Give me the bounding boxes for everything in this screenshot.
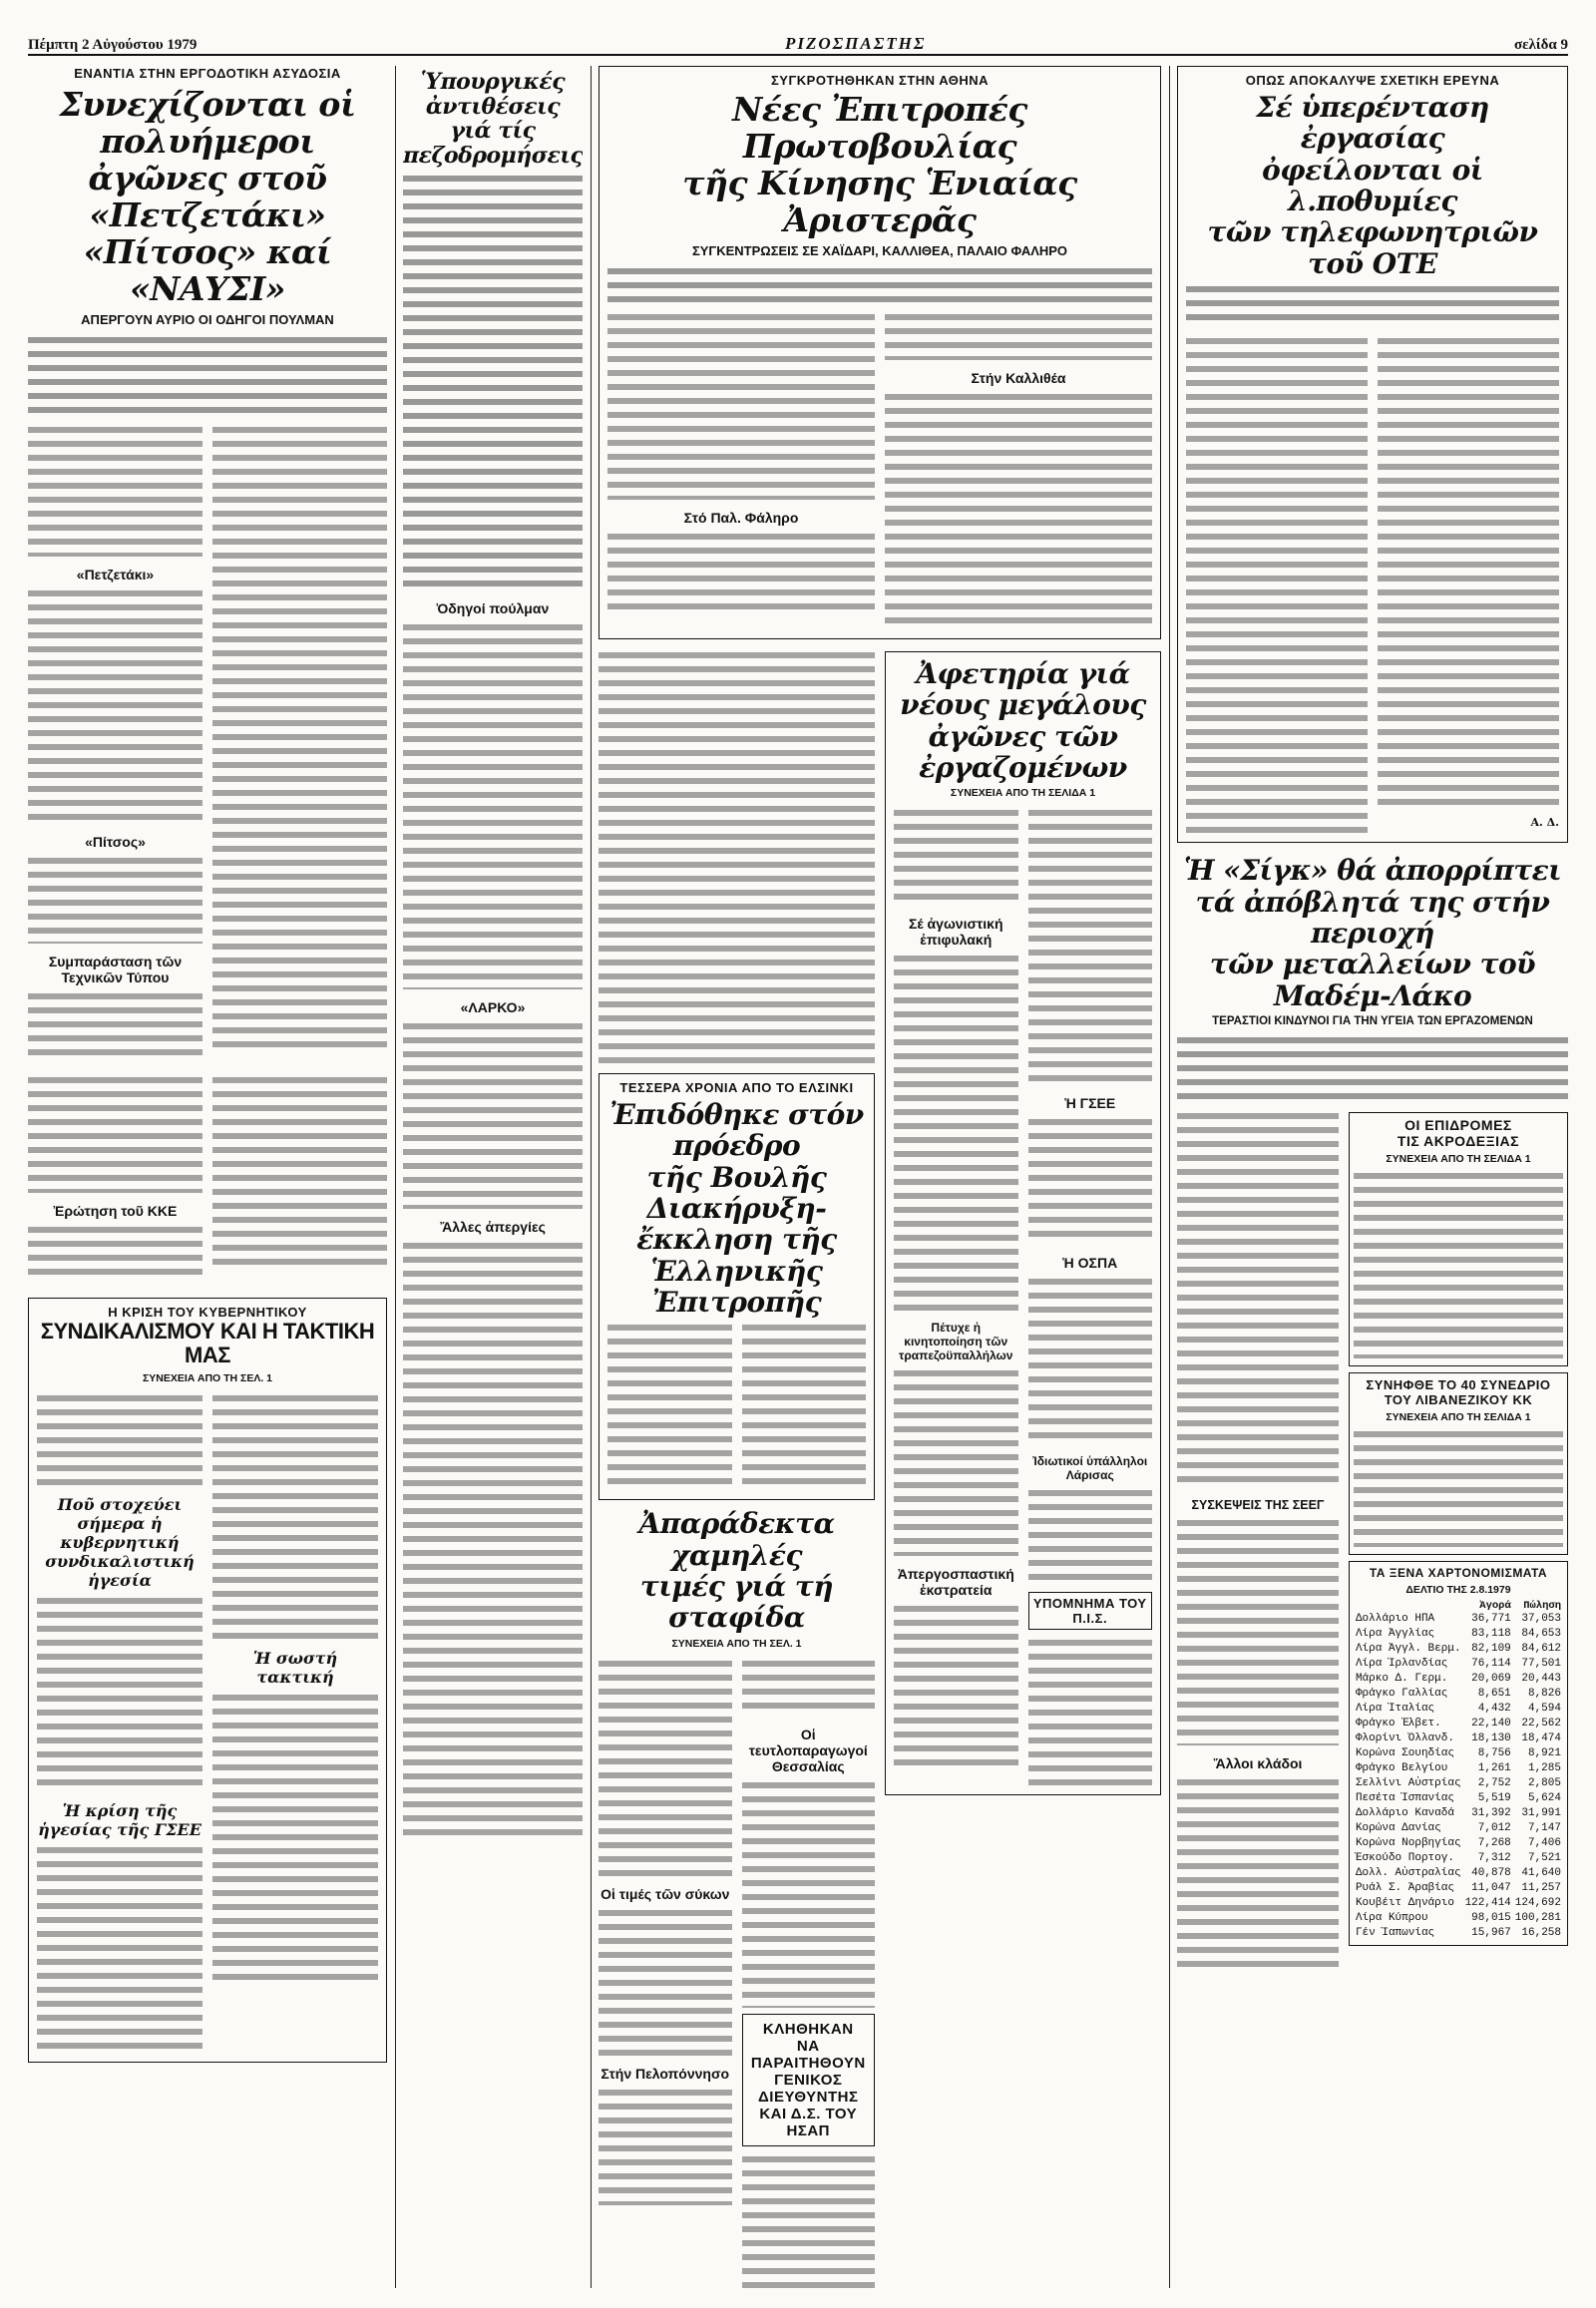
- body-text: [1028, 1115, 1153, 1245]
- column-divider: [591, 66, 592, 2288]
- sell-rate: 1,285: [1527, 1761, 1561, 1774]
- body-text: [607, 530, 875, 609]
- buy-rate: 76,114: [1471, 1657, 1511, 1670]
- sell-rate: 7,521: [1527, 1851, 1561, 1864]
- article-subhead: ΣΥΓΚΕΝΤΡΩΣΕΙΣ ΣΕ ΧΑΪΔΑΡΙ, ΚΑΛΛΙΘΕΑ, ΠΑΛΑΙΟ ΦΑΛΗΡΟ: [691, 242, 1068, 258]
- body-text: [742, 1657, 876, 1717]
- buy-rate: 18,130: [1471, 1731, 1511, 1744]
- body-text: [28, 333, 387, 417]
- buy-rate: 40,878: [1471, 1866, 1511, 1879]
- two-column-body: [1177, 1106, 1568, 1978]
- currency-name: Φράγκο Ἑλβετ.: [1355, 1717, 1441, 1730]
- article-headline: ΥΠΟΜΝΗΜΑ ΤΟΥ Π.Ι.Σ.: [1032, 1596, 1147, 1627]
- column-divider: [1169, 66, 1170, 2288]
- body-text: [28, 586, 202, 824]
- currency-name: Φράγκο Γαλλίας: [1355, 1687, 1448, 1700]
- section-heading: Ἀπεργοσπαστική ἐκστρατεία: [897, 1566, 1014, 1599]
- buy-rate: 8,756: [1477, 1746, 1511, 1759]
- sell-rate: 77,501: [1521, 1657, 1561, 1670]
- headline-line: ΤΟΥ ΛΙΒΑΝΕΖΙΚΟΥ ΚΚ: [1384, 1391, 1533, 1407]
- sell-rate: 4,594: [1527, 1702, 1561, 1715]
- body-text: [1177, 1775, 1339, 1975]
- currency-name: Ρυάλ Σ. Ἀραβίας: [1355, 1881, 1454, 1894]
- headline-line: ΚΛΗΘΗΚΑΝ: [762, 2020, 854, 2038]
- issue-date: Πέμπτη 2 Αὐγούστου 1979: [28, 37, 198, 53]
- buy-rate: 22,140: [1471, 1717, 1511, 1730]
- section-heading: Στήν Πελοπόννησο: [600, 2065, 730, 2082]
- article-pezodromiseis: [403, 66, 583, 2288]
- table-row: [1354, 1896, 1563, 1911]
- currency-name: Λίρα Ἰρλανδίας: [1355, 1657, 1448, 1670]
- headline-line: τῶν τηλεφωνητριῶν τοῦ ΟΤΕ: [1207, 215, 1538, 280]
- header-buy: Ἀγορά: [1479, 1599, 1511, 1612]
- section-heading: Στό Παλ. Φάληρο: [683, 509, 799, 526]
- section-heading: «ΛΑΡΚΟ»: [460, 998, 526, 1015]
- body-text: [894, 952, 1018, 1311]
- article-hsap: [742, 2014, 876, 2146]
- exchange-table: [1354, 1600, 1563, 1941]
- currency-name: Φράγκο Βελγίου: [1355, 1761, 1448, 1774]
- buy-rate: 4,432: [1477, 1702, 1511, 1715]
- table-row: [1354, 1761, 1563, 1776]
- body-text: [212, 423, 387, 1051]
- sell-rate: 18,474: [1521, 1731, 1561, 1744]
- exchange-rows: [1354, 1612, 1563, 1941]
- section-heading: ΣΥΣΚΕΨΕΙΣ ΤΗΣ ΣΕΕΓ: [1191, 1497, 1325, 1512]
- table-row: [1354, 1627, 1563, 1642]
- exchange-date: ΔΕΛΤΙΟ ΤΗΣ 2.8.1979: [1405, 1583, 1511, 1596]
- table-row: [1354, 1911, 1563, 1926]
- sell-rate: 100,281: [1514, 1911, 1561, 1924]
- buy-rate: 7,268: [1477, 1836, 1511, 1849]
- article-signature: Α. Δ.: [1530, 816, 1559, 830]
- two-column-body: [28, 1070, 387, 1286]
- headline-line: ὀφείλονται οἱ λ.ποθυμίες: [1262, 153, 1483, 218]
- section-heading: Ἡ κρίση τῆς ἡγεσίας τῆς ΓΣΕΕ: [38, 1800, 201, 1839]
- sell-rate: 20,443: [1521, 1672, 1561, 1685]
- buy-rate: 15,967: [1471, 1926, 1511, 1939]
- headline-line: Ἡ «Σίγκ» θά ἀπορρίπτει: [1183, 854, 1562, 888]
- table-row: [1354, 1806, 1563, 1821]
- headline-line: ΝΑ ΠΑΡΑΙΤΗΘΟΥΝ: [750, 2037, 866, 2072]
- article-lebanon: [1349, 1372, 1568, 1555]
- table-row: [1354, 1702, 1563, 1717]
- table-header: [1354, 1600, 1563, 1612]
- section-heading: Ποῦ στοχεύει σήμερα ἡ κυβερνητική συνδικαλιστική ἡγεσία: [45, 1494, 195, 1590]
- column-divider: [395, 66, 396, 2288]
- buy-rate: 36,771: [1471, 1612, 1511, 1625]
- continued-from: ΣΥΝΕΧΕΙΑ ΑΠΟ ΤΗ ΣΕΛΙΔΑ 1: [1386, 1410, 1531, 1423]
- body-text: [37, 1391, 202, 1487]
- headline-line: Ἀπαράδεκτα χαμηλές: [638, 1507, 835, 1572]
- buy-rate: 7,012: [1477, 1821, 1511, 1834]
- body-text: [598, 648, 875, 1067]
- section-heading: Ὁδηγοί πούλμαν: [436, 599, 550, 616]
- article-afetiria: [885, 651, 1161, 1795]
- continued-from: ΣΥΝΕΧΕΙΑ ΑΠΟ ΤΗ ΣΕΛ. 1: [671, 1637, 802, 1650]
- table-row: [1354, 1657, 1563, 1672]
- exchange-rates: [1349, 1561, 1568, 1946]
- headline-line: τῶν μεταλλείων τοῦ Μαδέμ-Λάκο: [1209, 948, 1536, 1012]
- two-column-body: [607, 1318, 866, 1493]
- buy-rate: 98,015: [1471, 1911, 1511, 1924]
- two-column-body: [894, 803, 1152, 1788]
- table-row: [1354, 1926, 1563, 1941]
- section-heading: Ἰδιωτικοί ὑπάλληλοι Λάρισας: [1032, 1454, 1148, 1483]
- currency-name: Λίρα Ἰταλίας: [1355, 1702, 1435, 1715]
- table-row: [1354, 1612, 1563, 1627]
- section-heading: Ἡ ΓΣΕΕ: [1064, 1095, 1116, 1112]
- article-pis: [1028, 1592, 1153, 1630]
- body-text: [1028, 1636, 1153, 1785]
- headline-line: Σέ ὑπερένταση ἐργασίας: [1256, 91, 1489, 156]
- table-row: [1354, 1791, 1563, 1806]
- currency-name: Σελλίνι Αὐστρίας: [1355, 1776, 1461, 1789]
- buy-rate: 8,651: [1477, 1687, 1511, 1700]
- headline-line: ΓΕΝΙΚΟΣ ΔΙΕΥΘΥΝΤΗΣ: [758, 2071, 859, 2106]
- buy-rate: 1,261: [1477, 1761, 1511, 1774]
- article-akrodexia: [1349, 1112, 1568, 1366]
- headline-line: τῆς Βουλῆς Διακήρυξη-: [646, 1160, 827, 1225]
- two-column-body: [28, 420, 387, 1064]
- article-kicker: Η ΚΡΙΣΗ ΤΟΥ ΚΥΒΕΡΝΗΤΙΚΟΥ: [108, 1304, 307, 1320]
- sell-rate: 41,640: [1521, 1866, 1561, 1879]
- body-text: [212, 1691, 378, 1980]
- table-row: [1354, 1776, 1563, 1791]
- continued-from: ΣΥΝΕΧΕΙΑ ΑΠΟ ΤΗ ΣΕΛ. 1: [142, 1371, 273, 1384]
- headline-line: Νέες Ἐπιτροπές Πρωτοβουλίας: [732, 90, 1027, 166]
- page-number: σελίδα 9: [1513, 37, 1568, 53]
- currency-name: Κορώνα Δανίας: [1355, 1821, 1441, 1834]
- buy-rate: 7,312: [1477, 1851, 1511, 1864]
- body-text: [742, 1321, 867, 1490]
- table-row: [1354, 1642, 1563, 1657]
- body-text: [1378, 334, 1559, 813]
- body-text: [212, 1391, 378, 1641]
- currency-name: Ἐσκούδο Πορτογ.: [1355, 1851, 1454, 1864]
- two-column-body: [607, 307, 1152, 632]
- article-kicker: ΣΥΓΚΡΟΤΗΘΗΚΑΝ ΣΤΗΝ ΑΘΗΝΑ: [770, 73, 990, 88]
- center-columns: [598, 66, 1161, 2288]
- continued-from: ΣΥΝΕΧΕΙΑ ΑΠΟ ΤΗ ΣΕΛΙΔΑ 1: [950, 787, 1096, 800]
- section-heading: Συμπαράσταση τῶν Τεχνικῶν Τύπου: [48, 953, 183, 985]
- article-headline: ΣΥΝΔΙΚΑΛΙΣΜΟΥ ΚΑΙ Η ΤΑΚΤΙΚΗ ΜΑΣ: [40, 1318, 375, 1368]
- table-row: [1354, 1851, 1563, 1866]
- sell-rate: 7,406: [1527, 1836, 1561, 1849]
- body-text: [37, 1594, 202, 1793]
- body-text: [1028, 1275, 1153, 1444]
- table-row: [1354, 1836, 1563, 1851]
- body-text: [1186, 334, 1368, 833]
- body-text: [894, 1366, 1018, 1556]
- section-heading: Ἡ σωστή τακτική: [252, 1648, 338, 1687]
- section-heading: Σέ ἀγωνιστική ἐπιφυλακή: [908, 916, 1003, 949]
- currency-name: Λίρα Ἀγγλ. Βερμ.: [1355, 1642, 1461, 1655]
- table-row: [1354, 1717, 1563, 1731]
- body-text: [607, 310, 875, 500]
- body-text: [28, 989, 202, 1061]
- table-row: [1354, 1746, 1563, 1761]
- body-text: [1354, 1427, 1563, 1547]
- headline-line: ΚΑΙ Δ.Σ. ΤΟΥ ΗΣΑΠ: [759, 2105, 858, 2139]
- sell-rate: 84,612: [1521, 1642, 1561, 1655]
- article-helsinki: [598, 1073, 875, 1501]
- headline-line: ἀγῶνες στοῦ «Πετζετάκι»: [88, 158, 327, 234]
- article-ken-ar: [598, 66, 1161, 639]
- currency-name: Γέν Ἰαπωνίας: [1355, 1926, 1435, 1939]
- body-text: [742, 2152, 876, 2288]
- headline-line: ΣΥΝΗΦΘΕ ΤΟ 40 ΣΥΝΕΔΡΙΟ: [1366, 1376, 1551, 1392]
- paper-name: ΡΙΖΟΣΠΑΣΤΗΣ: [785, 34, 927, 53]
- sell-rate: 22,562: [1521, 1717, 1561, 1730]
- body-text: [598, 1906, 732, 2056]
- table-row: [1354, 1821, 1563, 1836]
- section-heading: Ἄλλες ἀπεργίες: [440, 1218, 546, 1235]
- section-heading: Οἱ τευτλοπαραγωγοί Θεσσαλίας: [748, 1726, 868, 1774]
- two-column-body: [37, 1388, 378, 2056]
- section-heading: Πέτυχε ἡ κινητοποίηση τῶν τραπεζοϋπαλλήλων: [899, 1321, 1013, 1363]
- sell-rate: 8,921: [1527, 1746, 1561, 1759]
- section-heading: Ἄλλοι κλάδοι: [1213, 1754, 1303, 1771]
- headline-line: ΟΙ ΕΠΙΔΡΟΜΕΣ: [1404, 1116, 1512, 1133]
- table-row: [1354, 1731, 1563, 1746]
- buy-rate: 5,519: [1477, 1791, 1511, 1804]
- body-text: [1028, 806, 1153, 1085]
- article-ote: [1177, 66, 1568, 843]
- body-text: [894, 806, 1018, 906]
- currency-name: Δολλάριο Καναδά: [1355, 1806, 1454, 1819]
- currency-name: Κουβέιτ Δηνάριο: [1355, 1896, 1454, 1909]
- currency-name: Φλορίνι Ὀλλανδ.: [1355, 1731, 1454, 1744]
- article-kicker: ΟΠΩΣ ΑΠΟΚΑΛΥΨΕ ΣΧΕΤΙΚΗ ΕΡΕΥΝΑ: [1245, 73, 1500, 88]
- body-text: [607, 264, 1152, 304]
- body-text: [1028, 1486, 1153, 1586]
- sell-rate: 84,653: [1521, 1627, 1561, 1640]
- article-subhead: ΑΠΕΡΓΟΥΝ ΑΥΡΙΟ ΟΙ ΟΔΗΓΟΙ ΠΟΥΛΜΑΝ: [81, 311, 334, 327]
- headline-line: τῆς Κίνησης Ἑνιαίας Ἀριστερᾶς: [682, 163, 1077, 239]
- table-row: [1354, 1881, 1563, 1896]
- sell-rate: 37,053: [1521, 1612, 1561, 1625]
- body-text: [1177, 1516, 1339, 1745]
- section-heading: Οἱ τιμές τῶν σύκων: [600, 1885, 730, 1902]
- currency-name: Λίρα Ἀγγλίας: [1355, 1627, 1435, 1640]
- buy-rate: 2,752: [1477, 1776, 1511, 1789]
- masthead: [28, 18, 1568, 56]
- body-text: [598, 1657, 732, 1876]
- table-row: [1354, 1687, 1563, 1702]
- body-text: [1177, 1109, 1339, 1488]
- sell-rate: 11,257: [1521, 1881, 1561, 1894]
- body-text: [403, 1239, 583, 1837]
- currency-name: Λίρα Κύπρου: [1355, 1911, 1428, 1924]
- currency-name: Πεσέτα Ἰσπανίας: [1355, 1791, 1454, 1804]
- buy-rate: 122,414: [1464, 1896, 1511, 1909]
- table-row: [1354, 1866, 1563, 1881]
- body-text: [894, 1602, 1018, 1771]
- article-headline: Ὑπουργικές ἀντιθέσεις γιά τίς πεζοδρομήσεις: [403, 69, 583, 169]
- headline-line: τά ἀπόβλητά της στήν περιοχή: [1195, 885, 1550, 950]
- center-left: [598, 645, 875, 2288]
- body-text: [1177, 1033, 1568, 1103]
- currency-name: Κορώνα Σουηδίας: [1355, 1746, 1454, 1759]
- buy-rate: 11,047: [1471, 1881, 1511, 1894]
- currency-name: Δολλάριο ΗΠΑ: [1355, 1612, 1435, 1625]
- buy-rate: 83,118: [1471, 1627, 1511, 1640]
- body-text: [28, 423, 202, 557]
- body-text: [885, 390, 1152, 629]
- sell-rate: 16,258: [1521, 1926, 1561, 1939]
- sell-rate: 7,147: [1527, 1821, 1561, 1834]
- exchange-title: ΤΑ ΞΕΝΑ ΧΑΡΤΟΝΟΜΙΣΜΑΤΑ: [1369, 1565, 1548, 1580]
- body-text: [403, 620, 583, 989]
- continued-from: ΣΥΝΕΧΕΙΑ ΑΠΟ ΤΗ ΣΕΛΙΔΑ 1: [1386, 1152, 1531, 1165]
- body-text: [403, 172, 583, 590]
- header-sell: Πώληση: [1523, 1599, 1561, 1612]
- body-text: [1186, 282, 1559, 328]
- article-subhead: ΤΕΡΑΣΤΙΟΙ ΚΙΝΔΥΝΟΙ ΓΙΑ ΤΗΝ ΥΓΕΙΑ ΤΩΝ ΕΡΓΑΖΟΜΕΝΩΝ: [1212, 1014, 1533, 1027]
- section-heading: Στήν Καλλιθέα: [971, 369, 1066, 386]
- headline-line: ἀγῶνες τῶν ἐργαζομένων: [919, 719, 1127, 784]
- body-text: [28, 854, 202, 944]
- section-heading: Ἡ ΟΣΠΑ: [1062, 1255, 1118, 1272]
- right-column: [1177, 66, 1568, 2288]
- table-row: [1354, 1672, 1563, 1687]
- body-text: [212, 1073, 387, 1273]
- sell-rate: 5,624: [1527, 1791, 1561, 1804]
- body-text: [742, 1778, 876, 2008]
- headline-line: τιμές γιά τή σταφίδα: [639, 1570, 834, 1635]
- body-text: [28, 1223, 202, 1283]
- body-text: [607, 1321, 732, 1490]
- headline-line: «Πίτσος» καί «ΝΑΥΣΙ»: [83, 231, 332, 308]
- two-column-body: [1186, 331, 1559, 836]
- sell-rate: 2,805: [1527, 1776, 1561, 1789]
- two-column-body: [598, 1654, 875, 2288]
- center-right: [885, 645, 1161, 2288]
- body-text: [885, 310, 1152, 360]
- body-text: [28, 1073, 202, 1193]
- headline-line: Συνεχίζονται οἱ πολυήμεροι: [59, 85, 356, 161]
- body-text: [1354, 1169, 1563, 1358]
- headline-line: ΤΙΣ ΑΚΡΟΔΕΞΙΑΣ: [1396, 1132, 1520, 1149]
- body-text: [598, 2086, 732, 2205]
- section-heading: Ἐρώτηση τοῦ ΚΚΕ: [53, 1202, 178, 1219]
- section-heading: «Πίτσος»: [85, 833, 146, 850]
- article-syndikalismos: [28, 1298, 387, 2063]
- body-text: [403, 1019, 583, 1209]
- sell-rate: 8,826: [1527, 1687, 1561, 1700]
- article-kicker: ΕΝΑΝΤΙΑ ΣΤΗΝ ΕΡΓΟΔΟΤΙΚΗ ΑΣΥΔΟΣΙΑ: [74, 66, 341, 81]
- sell-rate: 31,991: [1521, 1806, 1561, 1819]
- currency-name: Κορώνα Νορβηγίας: [1355, 1836, 1461, 1849]
- buy-rate: 82,109: [1471, 1642, 1511, 1655]
- headline-line: ἔκκληση τῆς Ἑλληνικῆς Ἐπιτροπῆς: [636, 1223, 837, 1319]
- sell-rate: 124,692: [1514, 1896, 1561, 1909]
- article-kicker: ΤΕΣΣΕΡΑ ΧΡΟΝΙΑ ΑΠΟ ΤΟ ΕΛΣΙΝΚΙ: [619, 1079, 854, 1095]
- buy-rate: 20,069: [1471, 1672, 1511, 1685]
- headline-line: Ἀφετηρία γιά νέους μεγάλους: [900, 656, 1146, 722]
- section-heading: «Πετζετάκι»: [76, 566, 155, 582]
- currency-name: Μάρκο Δ. Γερμ.: [1355, 1672, 1448, 1685]
- body-text: [37, 1843, 202, 2053]
- buy-rate: 31,392: [1471, 1806, 1511, 1819]
- article-petzetaki: [28, 66, 387, 2288]
- headline-line: Ἐπιδόθηκε στόν πρόεδρο: [609, 1097, 864, 1163]
- center-lower: [598, 645, 1161, 2288]
- currency-name: Δολλ. Αὐστραλίας: [1355, 1866, 1461, 1879]
